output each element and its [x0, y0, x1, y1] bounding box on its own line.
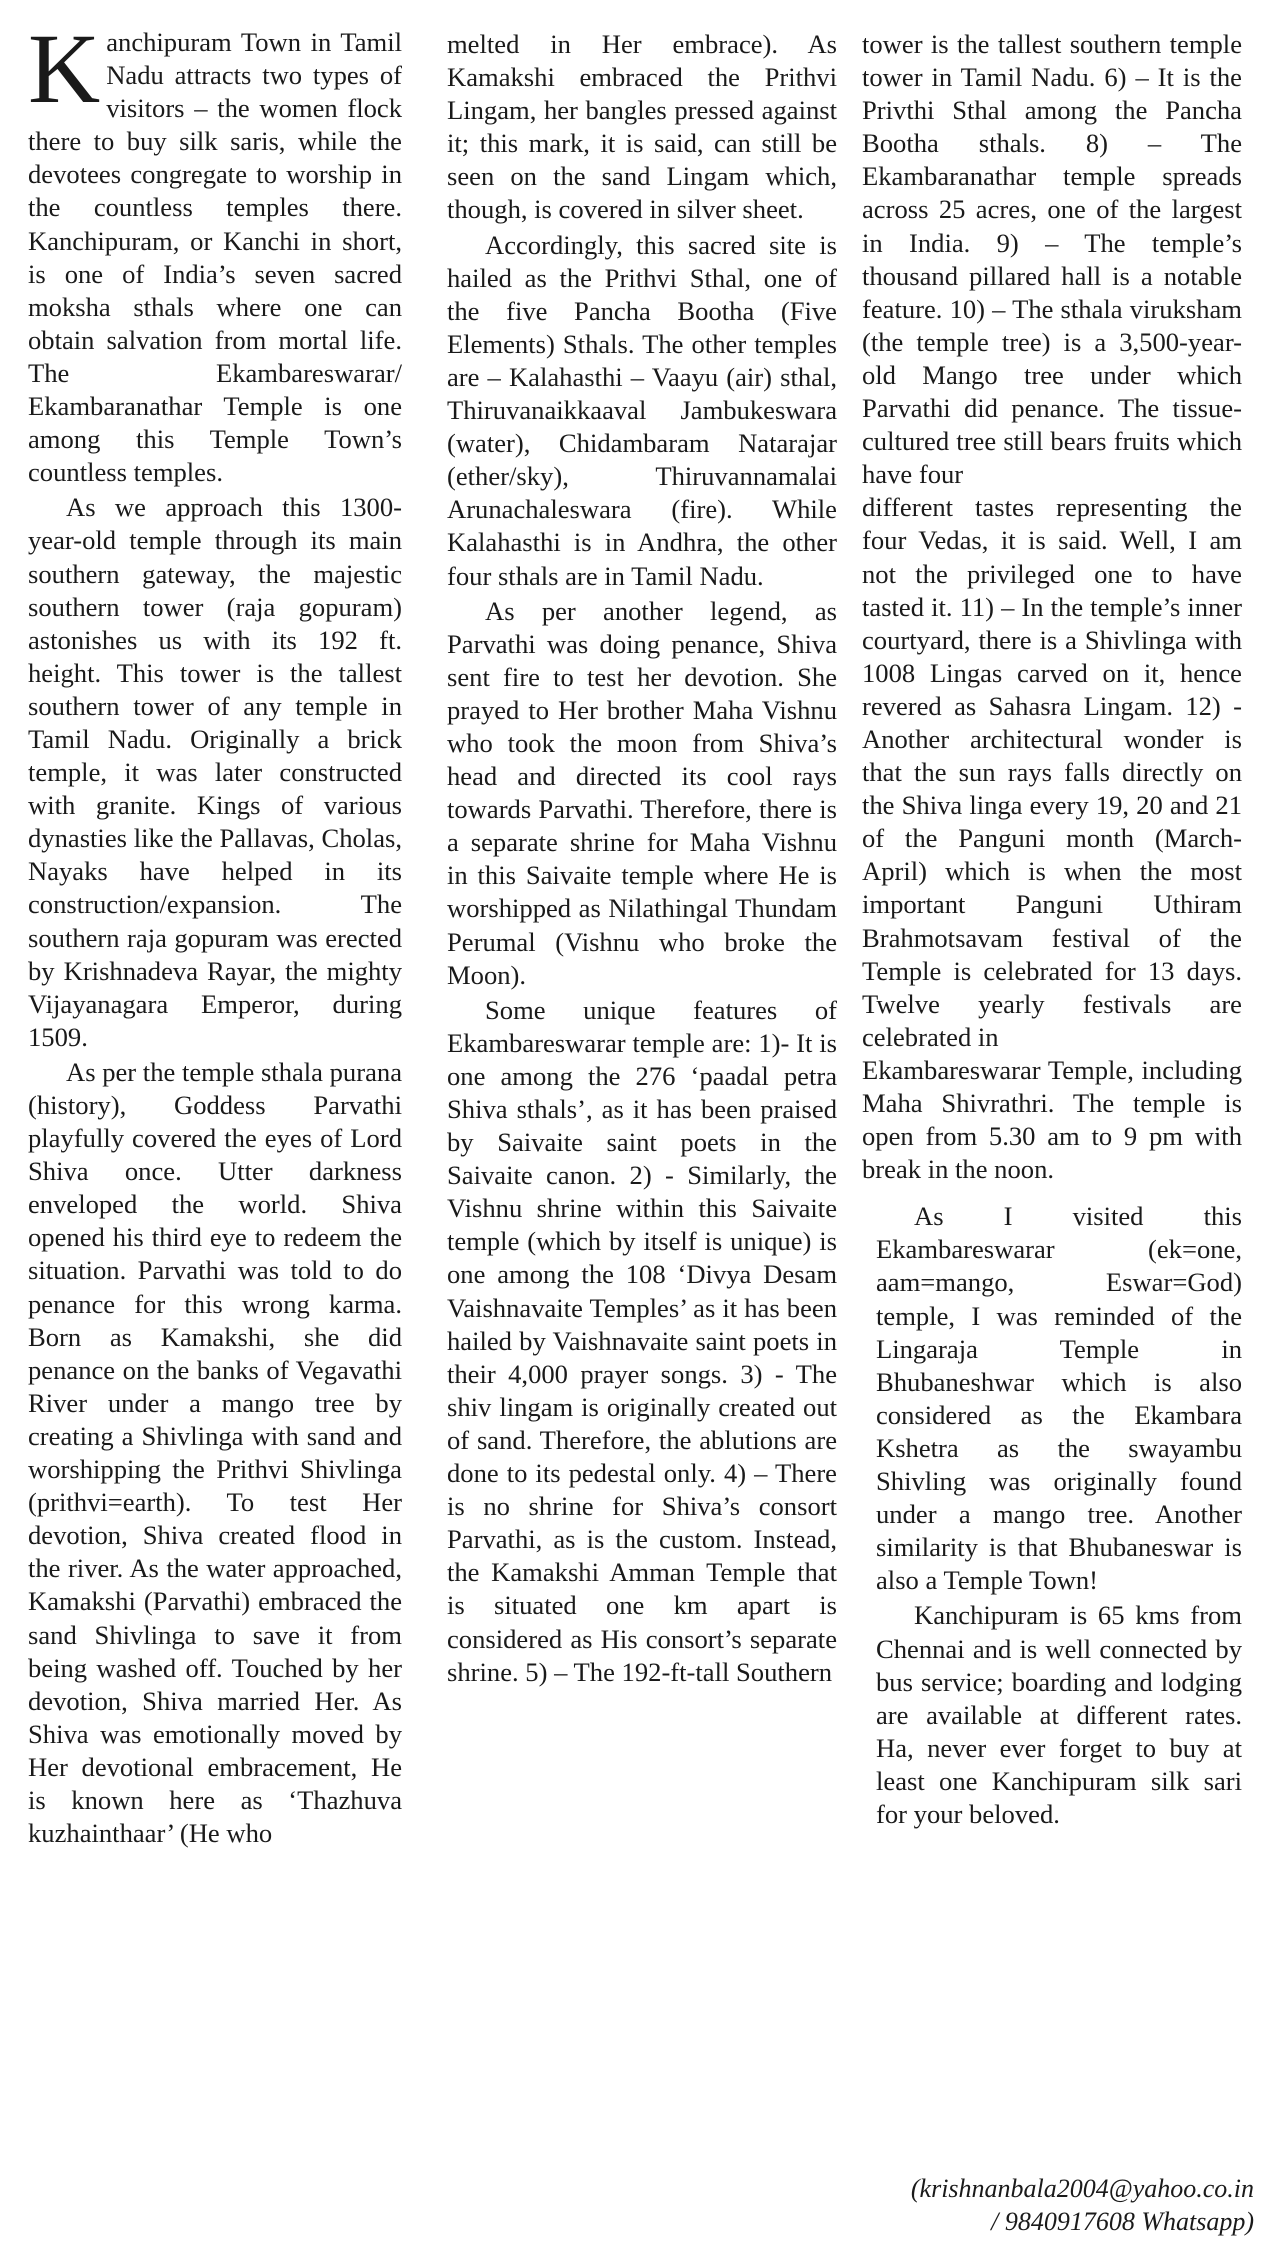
author-credit — [862, 2172, 1254, 2238]
legend-paragraph: As per the temple sthala purana (history), Goddess Parvathi playfully covered the eyes of Lord Shiva once. Utter darkness enveloped the world. Shiva opened his third eye to redeem the situation. Parvathi was told to do penance for this wrong karma. Born as Kamakshi, she did penance on the banks of Vegavathi River under a mango tree by creating a Shivlinga with sand and worshipping the Prithvi Shivlinga (prithvi=earth). To test Her devotion, Shiva created flood in the river. As the water approached, Kamakshi (Parvathi) embraced the sand Shivlinga to save it from being washed off. Touched by her devotion, Shiva married Her. As Shiva was emotionally moved by Her devotional embracement, He is known here as ‘Thazhuva kuzhainthaar’ (He who — [28, 1056, 402, 1849]
unique-features-paragraph: Some unique features of Ekambareswarar temple are: 1)- It is one among the 276 ‘paadal petra Shiva sthals’, as it has been praised by Saivaite saint poets in the Saivaite canon. 2) - Similarly, the Vishnu shrine within this Saivaite temple (which by itself is unique) is one among the 108 ‘Divya Desam Vaishnavaite Temples’ as it has been hailed by Vaishnavaite saint poets in their 4,000 prayer songs. 3) - The shiv lingam is originally created out of sand. Therefore, the ablutions are done to its pedestal only. 4) – There is no shrine for Shiva’s consort Parvathi, as is the custom. Instead, the Kamakshi Amman Temple that is situated one km apart is considered as His consort’s separate shrine. 5) – The 192-ft-tall Southern — [447, 994, 837, 1687]
features-continued-paragraph: tower is the tallest southern temple tower in Tamil Nadu. 6) – It is the Privthi Sthal among the Pancha Bootha sthals. 8) – The Ekambaranathar temple spreads across 25 acres, one of the largest in India. 9) – The temple’s thousand pillared hall is a notable feature. 10) – The sthala viruksham (the temple tree) is a 3,500-year-old Mango tree under which Parvathi did penance. The tissue-cultured tree still bears fruits which have four — [862, 29, 1242, 490]
intro-paragraph — [28, 13, 402, 489]
article-column-2 — [447, 28, 837, 1689]
lingam-paragraph: melted in Her embrace). As Kamakshi embraced the Prithvi Lingam, her bangles pressed against it; this mark, it is said, can still be seen on the sand Lingam which, though, is covered in silver sheet. — [447, 29, 837, 225]
article-column-3 — [862, 28, 1242, 1831]
gopuram-paragraph: As we approach this 1300-year-old temple through its main southern gateway, the majestic southern tower (raja gopuram) astonishes us with its 192 ft. height. This tower is the tallest southern tower of any temple in Tamil Nadu. Originally a brick temple, it was later constructed with granite. Kings of various dynasties like the Pallavas, Cholas, Nayaks have helped in its construction/expansion. The southern raja gopuram was erected by Krishnadeva Rayar, the mighty Vijayanagara Emperor, during 1509. — [28, 492, 402, 1052]
intro-text: anchipuram Town in Tamil Nadu attracts two types of visitors – the women flock there to buy silk saris, while the devotees congregate to worship in the countless temples there. Kanchipuram, or Kanchi in short, is one of India’s seven sacred moksha sthals where one can obtain salvation from mortal life. The Ekambareswarar/ Ekambaranathar Temple is one among this Temple Town’s countless temples. — [28, 27, 402, 488]
article-column-1 — [28, 13, 402, 1850]
drop-cap: K — [28, 13, 101, 124]
features-indented-paragraph: different tastes representing the four Vedas, it is said. Well, I am not the privileged one to have tasted it. 11) – In the temple’s inner courtyard, there is a Shivlinga with 1008 Lingas carved on it, hence revered as Sahasra Lingam. 12) - Another architectural wonder is that the sun rays falls directly on the Shiva linga every 19, 20 and 21 of the Panguni month (March-April) which is when the most important Panguni Uthiram Brahmotsavam festival of the Temple is celebrated for 13 days. Twelve yearly festivals are celebrated in — [862, 492, 1242, 1052]
travel-info-paragraph: Kanchipuram is 65 kms from Chennai and is well connected by bus service; boarding and lodging are available at different rates. Ha, never ever forget to buy at least one Kanchipuram silk sari for your beloved. — [876, 1600, 1242, 1829]
lingaraja-paragraph: As I visited this Ekambareswarar (ek=one, aam=mango, Eswar=God) temple, I was reminded of the Lingaraja Temple in Bhubaneshwar which is also considered as the Ekambara Kshetra as the swayambu Shivling was originally found under a mango tree. Another similarity is that Bhubaneswar is also a Temple Town! — [876, 1201, 1242, 1596]
pancha-bootha-paragraph: Accordingly, this sacred site is hailed as the Prithvi Sthal, one of the five Pancha Bootha (Five Elements) Sthals. The other temples are – Kalahasthi – Vaayu (air) sthal, Thiruvanaikkaaval Jambukeswara (water), Chidambaram Natarajar (ether/sky), Thiruvannamalai Arunachaleswara (fire). While Kalahasthi is in Andhra, the other four sthals are in Tamil Nadu. — [447, 229, 837, 591]
author-email: (krishnanbala2004@yahoo.co.in — [910, 2174, 1254, 2203]
author-phone: / 9840917608 Whatsapp) — [991, 2207, 1254, 2236]
vishnu-legend-paragraph: As per another legend, as Parvathi was doing penance, Shiva sent fire to test her devotion. She prayed to Her brother Maha Vishnu who took the moon from Shiva’s head and directed its cool rays towards Parvathi. Therefore, there is a separate shrine for Maha Vishnu in this Saivaite temple where He is worshipped as Nilathingal Thundam Perumal (Vishnu who broke the Moon). — [447, 595, 837, 990]
features-end-paragraph: Ekambareswarar Temple, including Maha Shivrathri. The temple is open from 5.30 am to 9 pm with break in the noon. — [862, 1054, 1242, 1185]
